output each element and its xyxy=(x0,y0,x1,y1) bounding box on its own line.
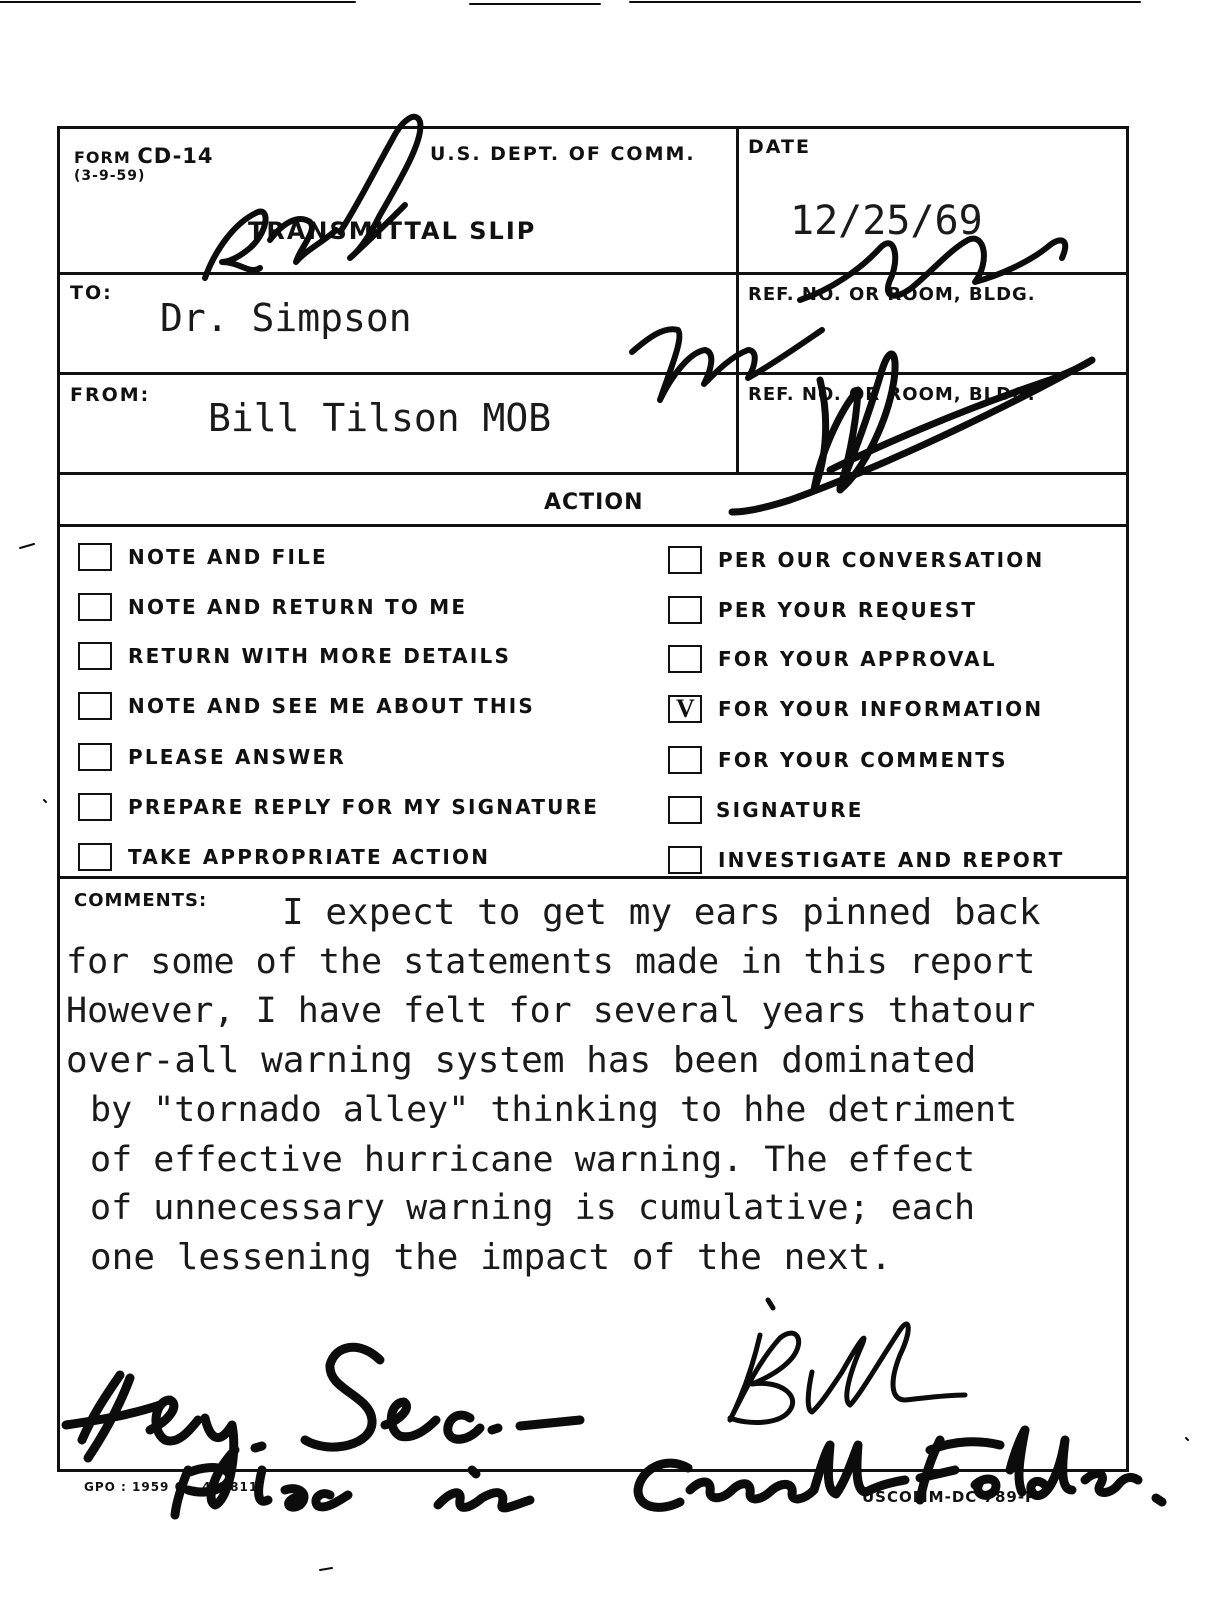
action-label: INVESTIGATE AND REPORT xyxy=(718,848,1065,872)
from-label: FROM: xyxy=(70,384,151,406)
action-label: FOR YOUR APPROVAL xyxy=(718,647,997,671)
action-label: PER YOUR REQUEST xyxy=(718,598,978,622)
from-value: Bill Tilson MOB xyxy=(208,396,552,440)
gpo-footer: GPO : 1959 O - 499811 xyxy=(84,1480,259,1494)
comment-line: over-all warning system has been dominated xyxy=(66,1040,977,1081)
form-code-footer: USCOMM-DC 789-P xyxy=(862,1488,1038,1506)
action-label: TAKE APPROPRIATE ACTION xyxy=(128,845,491,869)
action-label: PLEASE ANSWER xyxy=(128,745,346,769)
comments-label: COMMENTS: xyxy=(74,890,208,911)
scan-edge-mark xyxy=(0,2,1140,4)
handwritten-hey-sec xyxy=(66,1347,580,1505)
to-label: TO: xyxy=(70,282,113,304)
comment-line: one lessening the impact of the next. xyxy=(90,1237,892,1278)
handwritten-scribble-top-right xyxy=(800,239,1065,300)
handwritten-initials-ms xyxy=(732,354,1092,512)
comment-line: However, I have felt for several years thatour xyxy=(66,991,1036,1031)
comment-line: of unnecessary warning is cumulative; each xyxy=(90,1188,976,1228)
form-word: FORM xyxy=(74,148,131,167)
department-label: U.S. DEPT. OF COMM. xyxy=(430,143,696,165)
stray-mark xyxy=(20,544,1188,1570)
date-value: 12/25/69 xyxy=(790,198,983,244)
action-label: FOR YOUR INFORMATION xyxy=(718,697,1044,721)
action-label: NOTE AND FILE xyxy=(128,545,328,569)
form-number: CD-14 xyxy=(137,144,214,168)
ref-to-label: REF. NO. OR ROOM, BLDG. xyxy=(748,284,1036,305)
to-value: Dr. Simpson xyxy=(160,296,412,340)
ref-from-label: REF. NO. OR ROOM, BLDG. xyxy=(748,384,1036,405)
comment-line: by "tornado alley" thinking to hhe detriment xyxy=(90,1090,1018,1130)
slip-title: TRANSMITTAL SLIP xyxy=(248,217,537,245)
handwritten-scrawl-left xyxy=(632,329,822,400)
action-label: NOTE AND RETURN TO ME xyxy=(128,595,468,619)
action-label: SIGNATURE xyxy=(716,798,864,822)
comment-line: I expect to get my ears pinned back xyxy=(282,892,1041,933)
action-label: FOR YOUR COMMENTS xyxy=(718,748,1008,772)
action-label: NOTE AND SEE ME ABOUT THIS xyxy=(128,694,536,718)
comment-line: of effective hurricane warning. The effect xyxy=(90,1140,976,1180)
form-revision-date: (3-9-59) xyxy=(74,168,146,184)
comment-line: for some of the statements made in this report xyxy=(66,942,1036,982)
action-title: ACTION xyxy=(544,490,644,515)
action-label: PREPARE REPLY FOR MY SIGNATURE xyxy=(128,795,600,819)
handwritten-signature-bill xyxy=(730,1300,965,1423)
handwritten-initials-rtd xyxy=(205,117,420,278)
action-label: RETURN WITH MORE DETAILS xyxy=(128,644,512,668)
date-label: DATE xyxy=(748,136,811,158)
action-label: PER OUR CONVERSATION xyxy=(718,548,1045,572)
